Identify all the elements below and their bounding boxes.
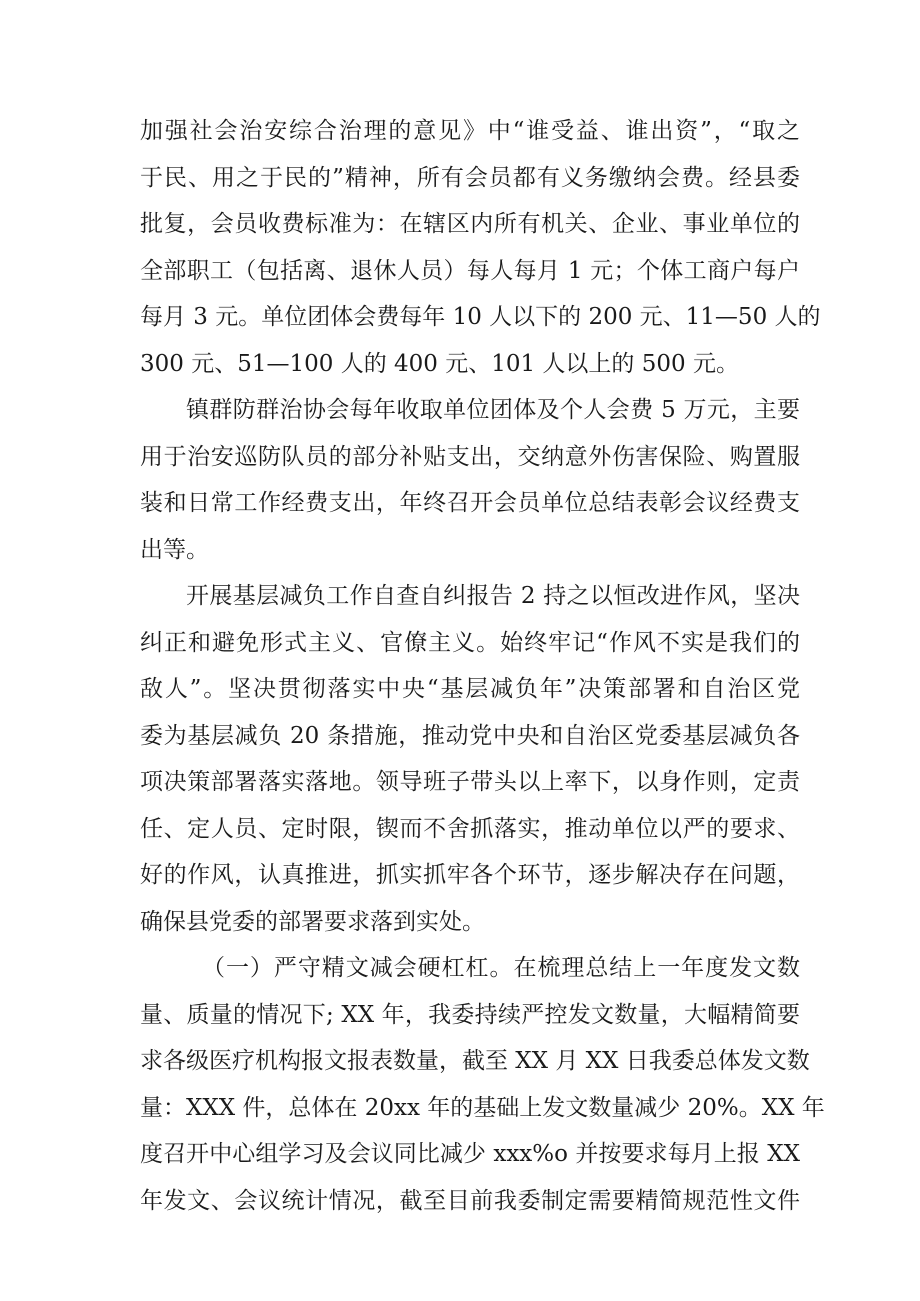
- text-line: 敌人”。坚决贯彻落实中央“基层减负年”决策部署和自治区党: [140, 676, 800, 702]
- text-line: 装和日常工作经费支出，年终召开会员单位总结表彰会议经费支: [140, 490, 800, 516]
- text-line: 镇群防群治协会每年收取单位团体及个人会费 5 万元，主要: [186, 397, 800, 423]
- text-line: 每月 3 元。单位团体会费每年 10 人以下的 200 元、11—50 人的: [140, 304, 821, 330]
- paragraph-2: [140, 387, 800, 573]
- text-line: 委为基层减负 20 条措施，推动党中央和自治区党委基层减负各: [140, 722, 800, 749]
- text-line: 量：XXX 件，总体在 20xx 年的基础上发文数量减少 20%。XX 年: [140, 1094, 825, 1121]
- text-line: 求各级医疗机构报文报表数量，截至 XX 月 XX 日我委总体发文数: [140, 1048, 810, 1074]
- text-line: 于民、用之于民的”精神，所有会员都有义务缴纳会费。经县委: [140, 164, 800, 191]
- paragraph-4: [140, 945, 825, 1224]
- text-line: 300 元、51—100 人的 400 元、101 人以上的 500 元。: [140, 350, 739, 377]
- text-line: 项决策部署落实落地。领导班子带头以上率下，以身作则，定责: [140, 769, 800, 795]
- text-line: 好的作风，认真推进，抓实抓牢各个环节，逐步解决存在问题，: [140, 862, 800, 888]
- text-line: 用于治安巡防队员的部分补贴支出，交纳意外伤害保险、购置服: [140, 443, 800, 470]
- text-line: 加强社会治安综合治理的意见》中“谁受益、谁出资”，“取之: [140, 118, 800, 144]
- paragraph-3: [140, 573, 800, 945]
- text-line: 确保县党委的部署要求落到实处。: [140, 908, 485, 935]
- document-body: [140, 108, 825, 1224]
- text-line: 年发文、会议统计情况，截至目前我委制定需要精简规范性文件: [140, 1187, 800, 1214]
- text-line: 全部职工（包括离、退休人员）每人每月 1 元；个体工商户每户: [140, 257, 800, 284]
- text-line: 量、质量的情况下; XX 年，我委持续严控发文数量，大幅精简要: [140, 1001, 800, 1028]
- text-line: 度召开中心组学习及会议同比减少 xxx%o 并按要求每月上报 XX: [140, 1141, 800, 1167]
- text-line: 纠正和避免形式主义、官僚主义。始终牢记“作风不实是我们的: [140, 629, 800, 656]
- text-line: （一）严守精文减会硬杠杠。在梳理总结上一年度发文数: [202, 955, 800, 981]
- text-line: 出等。: [140, 536, 209, 563]
- text-line: 任、定人员、定时限，锲而不舍抓落实，推动单位以严的要求、: [140, 815, 800, 842]
- text-line: 批复，会员收费标准为：在辖区内所有机关、企业、事业单位的: [140, 211, 800, 237]
- paragraph-1: [140, 108, 821, 387]
- text-line: 开展基层减负工作自查自纠报告 2 持之以恒改进作风，坚决: [186, 583, 800, 609]
